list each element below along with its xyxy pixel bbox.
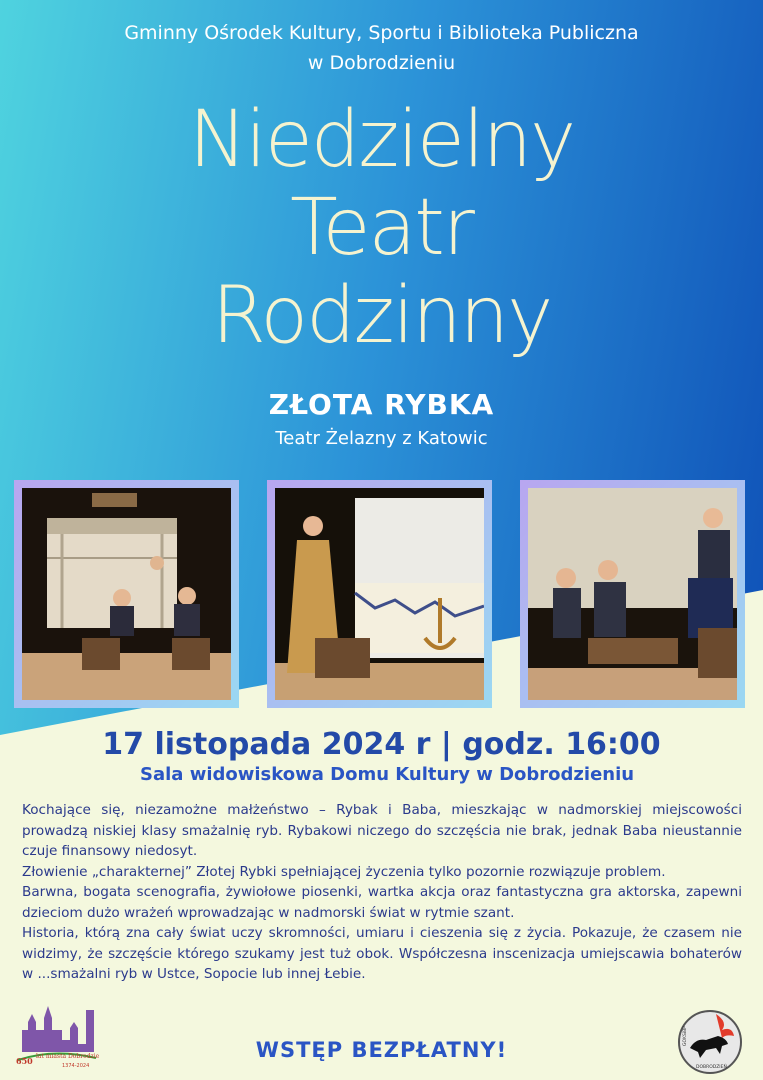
theatre-company: Teatr Żelazny z Katowic bbox=[275, 428, 488, 449]
description-paragraph-4: Historia, którą zna cały świat uczy skromności, umiaru i cieszenia się z życia. Pokazuje, że czasem nie widzimy, że szczęście którego szukamy jest tuż obok. Współczesna inscenizacja umiejscawia bohaterów w ...smażalni ryb w Ustce, Sopocie lub innej Łebie. bbox=[22, 925, 742, 982]
svg-text:650: 650 bbox=[16, 1056, 33, 1066]
description-paragraph-2: Złowienie „charakternej” Złotej Rybki spełniającej życzenia tylko pozornie rozwiązuje problem. bbox=[22, 863, 666, 880]
stage-scene-photo-2 bbox=[275, 488, 484, 700]
stage-scene-photo-1 bbox=[22, 488, 231, 700]
event-venue: Sala widowiskowa Domu Kultury w Dobrodzieniu bbox=[140, 764, 635, 785]
cultural-center-logo bbox=[676, 1008, 744, 1076]
organizer-line-1: Gminny Ośrodek Kultury, Sportu i Biblioteka Publiczna bbox=[124, 22, 639, 44]
title-line-3: Rodzinny bbox=[211, 271, 552, 361]
photo-frame-1 bbox=[14, 480, 239, 708]
stage-scene-photo-3 bbox=[528, 488, 737, 700]
organizer-line-2: w Dobrodzieniu bbox=[307, 52, 456, 74]
svg-text:lat miasta Dobrodzień: lat miasta Dobrodzień bbox=[36, 1053, 99, 1060]
title-line-1: Niedzielny bbox=[188, 95, 575, 185]
svg-text:GOKSiBP: GOKSiBP bbox=[683, 1026, 688, 1046]
description-paragraph-3: Barwna, bogata scenografia, żywiołowe piosenki, wartka akcja oraz fantastyczna gra aktorska, zapewni dzieciom dużo wrażeń wprowadzając w nadmorski świat w rytmie szant. bbox=[22, 884, 742, 921]
svg-text:1374-2024: 1374-2024 bbox=[62, 1063, 90, 1069]
poster-title bbox=[0, 96, 763, 360]
photo-frame-3 bbox=[520, 480, 745, 708]
free-entry: WSTĘP BEZPŁATNY! bbox=[255, 1038, 508, 1062]
description-paragraph-1: Kochające się, niezamożne małżeństwo – Rybak i Baba, mieszkając w nadmorskiej miejscowości prowadzą niskiej klasy smażalnię ryb. Rybakowi niczego do szczęścia nie brak, jednak Baba nieustannie czuje finansowy niedosyt. bbox=[22, 802, 742, 859]
organizer bbox=[0, 18, 763, 78]
photo-frame-2 bbox=[267, 480, 492, 708]
description bbox=[22, 800, 742, 985]
title-line-2: Teatr bbox=[290, 183, 473, 273]
svg-text:DOBRODZIEŃ: DOBRODZIEŃ bbox=[696, 1065, 727, 1070]
play-name: ZŁOTA RYBKA bbox=[268, 388, 495, 421]
event-date: 17 listopada 2024 r | godz. 16:00 bbox=[102, 727, 661, 762]
